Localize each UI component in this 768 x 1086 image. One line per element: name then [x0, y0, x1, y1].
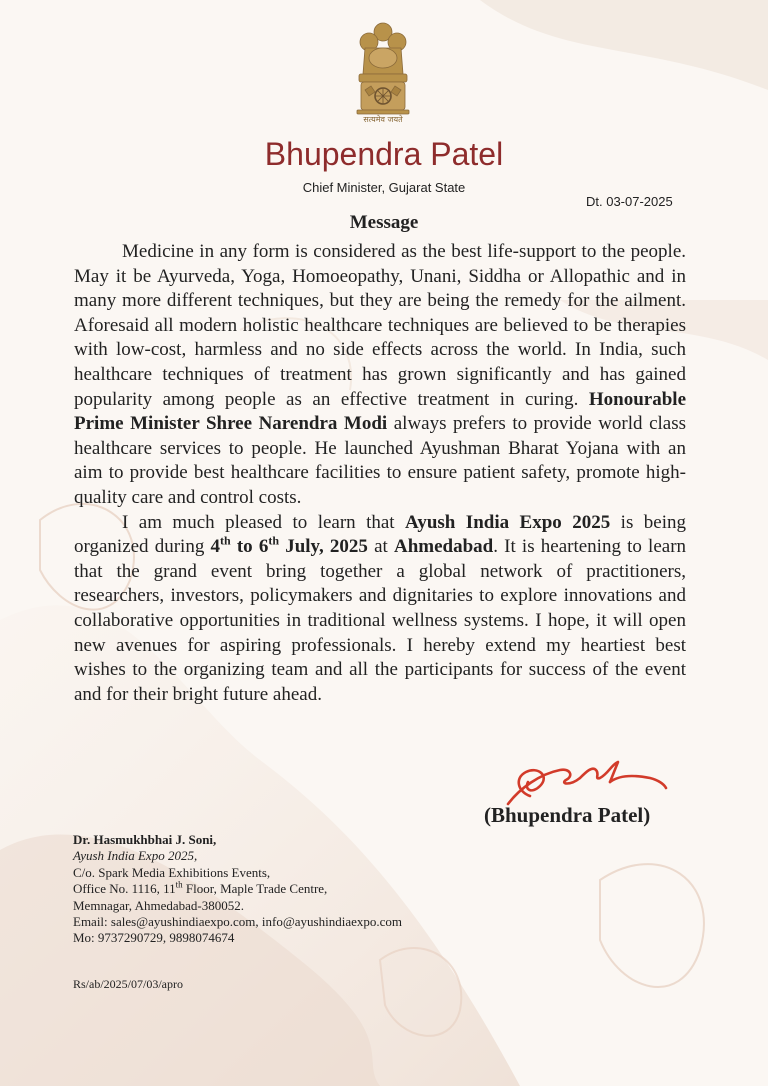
emblem-motto: सत्यमेव जयते: [363, 115, 403, 124]
p2-date-start: 4: [210, 536, 221, 558]
message-paragraph-2: [74, 511, 686, 708]
p2-date-end-sup: th: [268, 533, 280, 548]
signature-icon: [500, 748, 670, 810]
p2-date-rest: July, 2025: [285, 536, 368, 558]
recipient-address: [73, 832, 513, 947]
p2-text-a: I am much pleased to learn that: [122, 511, 395, 533]
address-line-1: C/o. Spark Media Exhibitions Events,: [73, 864, 271, 880]
message-paragraph-1: [74, 240, 686, 511]
p1-text-b: always prefers to provide world class healthcare services to people. He launched Ayushman Bharat Yojana with an aim to provide best healthcare facilities to ensure patient safety, promote high-quality care and control costs.: [74, 413, 687, 508]
address-line-2-a: Office No. 1116, 11: [73, 881, 176, 897]
p2-text-c: . It is heartening to learn that the grand event bring together a global network of practitioners, researchers, investors, policymakers and dignitaries to explore innovations and collaborative opportunities in traditional wellness systems. I hope, it will open new avenues for aspiring professionals. I hereby extend my heartiest best wishes to the organizing team and all the participants for success of the event and for their bright future ahead.: [74, 536, 687, 705]
address-line-2-sup: th: [175, 879, 183, 890]
address-line-2-b: Floor, Maple Trade Centre,: [182, 881, 328, 897]
reference-number: Rs/ab/2025/07/03/apro: [73, 977, 183, 991]
p2-bold-city: Ahmedabad: [393, 536, 494, 558]
p1-bold-pm: Honourable Prime Minister Shree Narendra Modi: [74, 388, 687, 435]
p2-at: at: [374, 536, 388, 558]
letterhead-designation: Chief Minister, Gujarat State: [302, 180, 466, 195]
p2-date-start-sup: th: [220, 533, 231, 548]
address-email: Email: sales@ayushindiaexpo.com, info@ayushindiaexpo.com: [73, 914, 403, 930]
recipient-event: Ayush India Expo 2025,: [73, 848, 198, 864]
p2-bold-event: Ayush India Expo 2025: [405, 511, 611, 533]
address-mobile: Mo: 9737290729, 9898074674: [73, 930, 235, 946]
message-heading: Message: [349, 212, 419, 233]
p2-date-to: to 6: [236, 536, 269, 558]
message-body: [74, 240, 686, 707]
letter-date: Dt. 03-07-2025: [586, 194, 673, 209]
recipient-name: Dr. Hasmukhbhai J. Soni,: [73, 832, 217, 847]
p1-text-a: Medicine in any form is considered as the best life-support to the people. May it be Ayurveda, Yoga, Homoeopathy, Unani, Siddha or Allopathic and in many more different techniques, but they are being the remedy for the ailment. Aforesaid all modern holistic healthcare techniques are believed to be therapies with low-cost, harmless and no side effects across the world. In India, such healthcare techniques of treatment has grown significantly and has gained popularity among people as an effective treatment in curing.: [74, 241, 686, 410]
signatory-name: (Bhupendra Patel): [484, 803, 651, 827]
address-line-3: Memnagar, Ahmedabad-380052.: [73, 897, 244, 913]
letterhead-name: Bhupendra Patel: [264, 136, 504, 172]
address-line-2: [73, 881, 513, 897]
p2-bold-dates: [210, 533, 368, 558]
p2-text-b: is being organized during: [74, 511, 686, 558]
